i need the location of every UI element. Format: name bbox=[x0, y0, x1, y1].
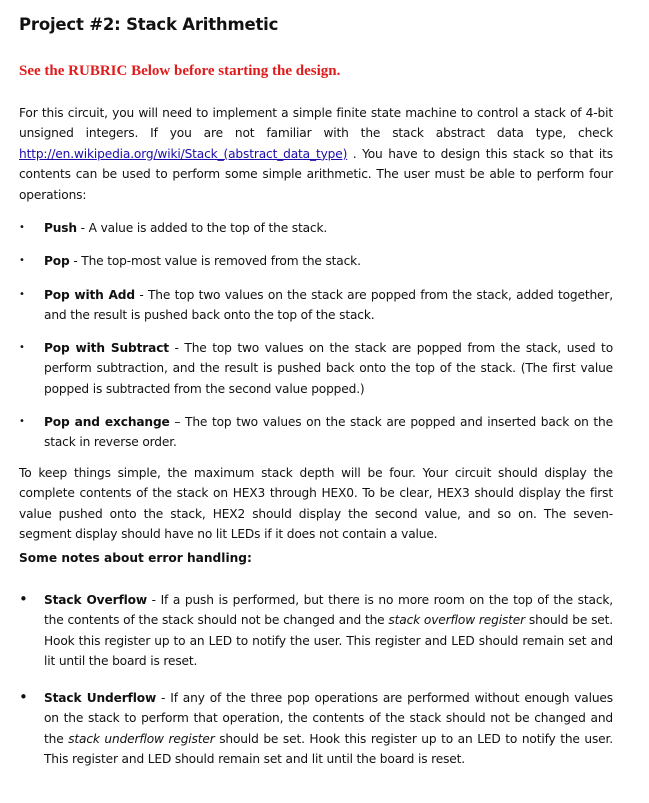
intro-paragraph bbox=[19, 103, 613, 205]
error-text: should be set. Hook this register up to an LED to notify the user. This register and LED should remain set and lit until the board is reset. bbox=[44, 613, 614, 669]
bullet-icon: • bbox=[19, 289, 25, 300]
page-title: Project #2: Stack Arithmetic bbox=[19, 15, 279, 34]
bullet-icon: • bbox=[19, 342, 25, 353]
error-name: Stack Overflow bbox=[44, 593, 147, 607]
bullet-icon: • bbox=[19, 590, 28, 608]
list-item bbox=[19, 688, 613, 770]
operation-description: A value is added to the top of the stack. bbox=[88, 221, 328, 235]
error-separator: - bbox=[156, 691, 171, 705]
bullet-icon: • bbox=[19, 255, 25, 266]
display-paragraph: To keep things simple, the maximum stack depth will be four. Your circuit should display the complete contents of the stack on HEX3 through HEX0. To be clear, HEX3 should display the first value pushed onto the stack, HEX2 should display the second value, and so on. The seven-segment display should have no lit LEDs if it does not contain a value. bbox=[19, 466, 613, 542]
operation-name: Pop bbox=[44, 254, 70, 268]
error-handling-heading: Some notes about error handling: bbox=[19, 551, 252, 565]
error-text: If a push is performed, but there is no more room on the top of the stack, the contents of the stack should not be changed and the bbox=[44, 593, 613, 628]
operation-separator: - bbox=[134, 288, 148, 302]
operation-separator: - bbox=[69, 254, 82, 268]
rubric-notice: See the RUBRIC Below before starting the design. bbox=[19, 63, 341, 79]
operation-separator: – bbox=[169, 415, 186, 429]
operation-separator: - bbox=[76, 221, 89, 235]
wikipedia-stack-link[interactable]: http://en.wikipedia.org/wiki/Stack_(abstract_data_type) bbox=[19, 146, 348, 161]
operation-description: The top two values on the stack are popped from the stack, added together, and the result is pushed back onto the top of the stack. bbox=[44, 288, 613, 323]
error-text: If any of the three pop operations are performed without enough values on the stack to perform that operation, the contents of the stack should not be changed and the bbox=[44, 691, 613, 746]
list-item bbox=[19, 412, 613, 453]
operation-name: Pop with Subtract bbox=[44, 341, 169, 355]
bullet-icon: • bbox=[19, 416, 25, 427]
intro-text-part1: For this circuit, you will need to implement a simple finite state machine to control a stack of 4-bit unsigned integers. If you are not familiar with the stack abstract data type, check bbox=[19, 106, 613, 141]
operation-name: Pop and exchange bbox=[44, 415, 170, 429]
operation-name: Push bbox=[44, 221, 77, 235]
intro-text-part2: . You have to design this stack so that its contents can be used to perform some simple arithmetic. The user must be able to perform four operations: bbox=[19, 146, 613, 202]
error-register-name: stack overflow register bbox=[388, 613, 525, 628]
list-item bbox=[19, 285, 613, 326]
operation-separator: - bbox=[168, 341, 185, 355]
operation-description: The top two values on the stack are popped from the stack, used to perform subtraction, and the result is pushed back onto the top of the stack. (The first value popped is subtracted from the second value popped.) bbox=[44, 341, 613, 396]
list-item bbox=[19, 590, 613, 672]
bullet-icon: • bbox=[19, 222, 25, 233]
list-item bbox=[19, 251, 613, 271]
error-register-name: stack underflow register bbox=[68, 731, 215, 746]
error-name: Stack Underflow bbox=[44, 691, 157, 705]
list-item bbox=[19, 338, 613, 399]
bullet-icon: • bbox=[19, 688, 28, 706]
error-text: should be set. Hook this register up to an LED to notify the user. This register and LED should remain set and lit until the board is reset. bbox=[44, 731, 613, 767]
error-separator: - bbox=[146, 593, 161, 607]
operation-name: Pop with Add bbox=[44, 288, 135, 302]
list-item bbox=[19, 218, 613, 238]
operation-description: The top two values on the stack are popped and inserted back on the stack in reverse order. bbox=[44, 415, 613, 450]
operation-description: The top-most value is removed from the stack. bbox=[81, 254, 361, 268]
